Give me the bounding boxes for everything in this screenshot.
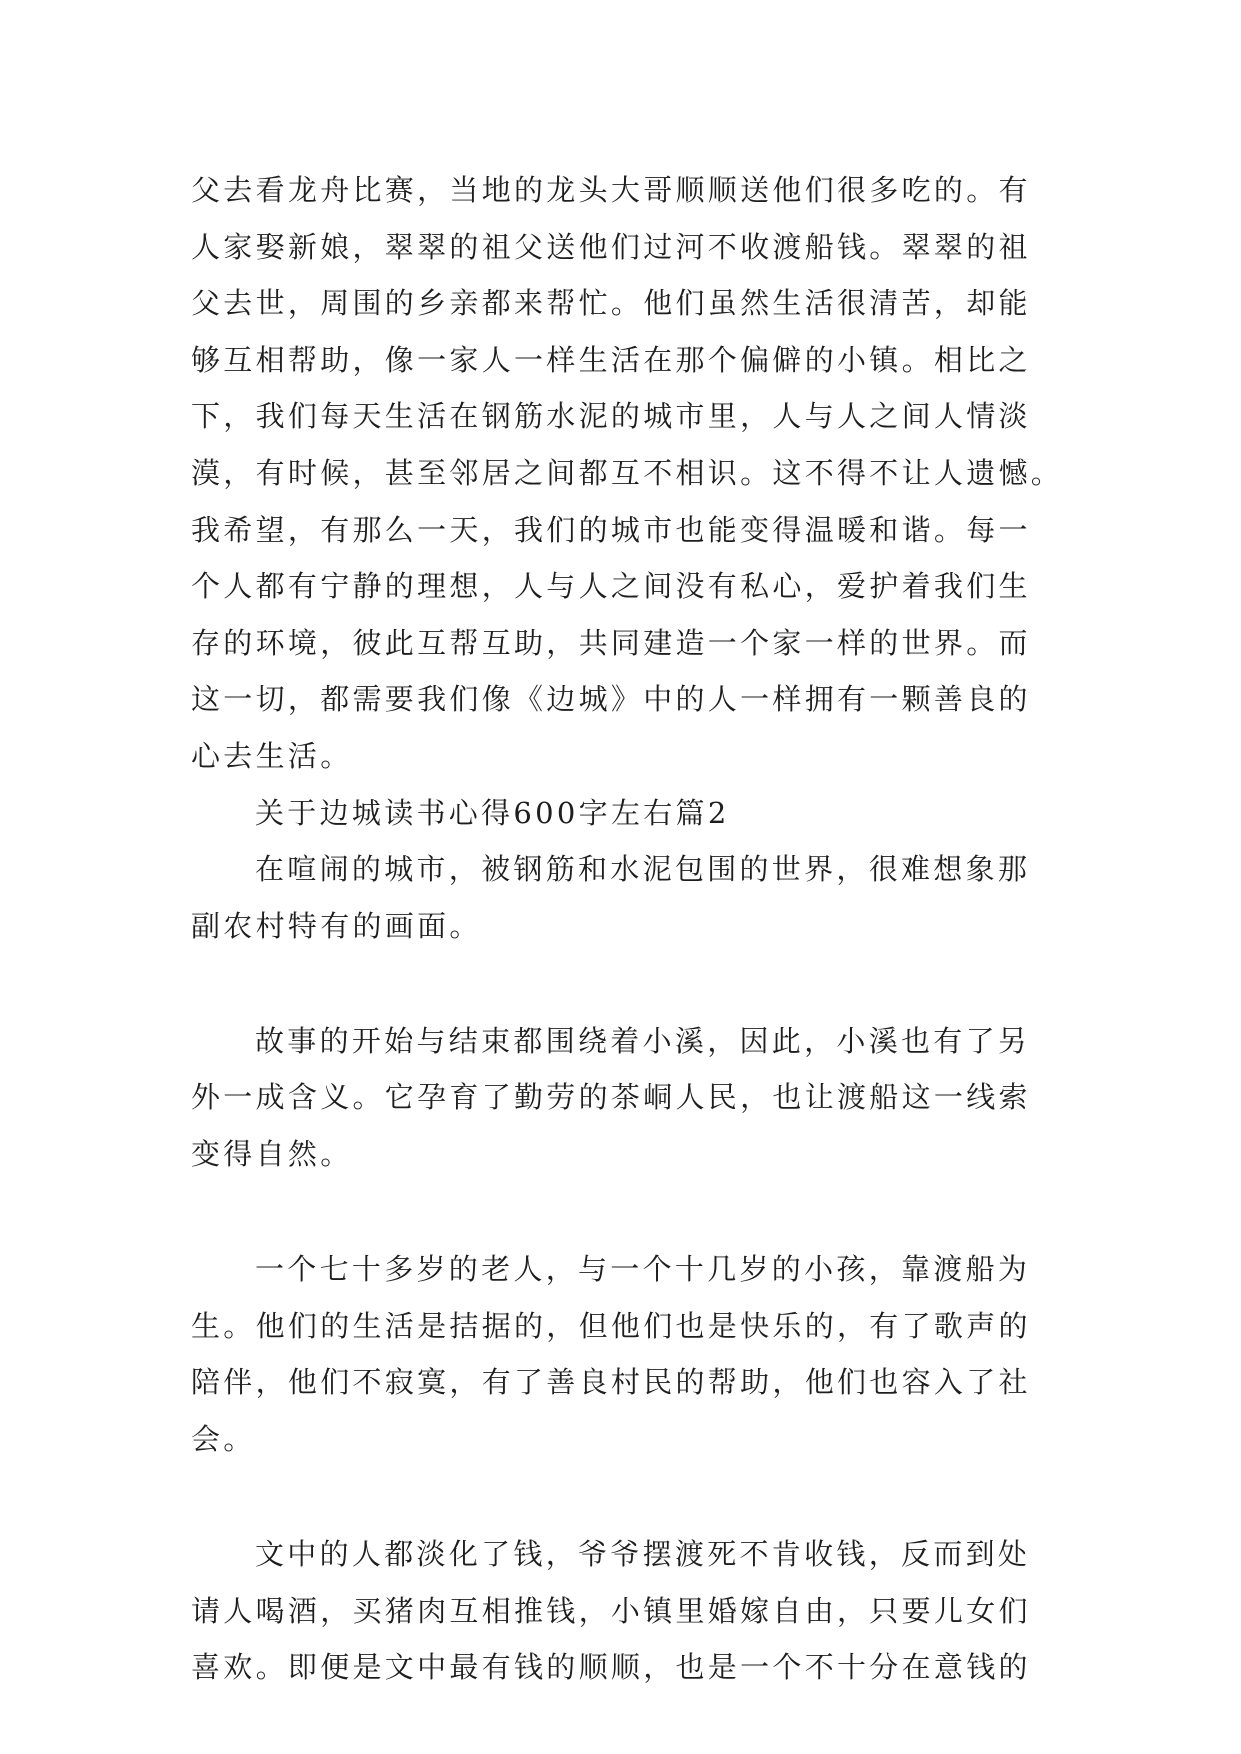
text-line: 够互相帮助，像一家人一样生活在那个偏僻的小镇。相比之	[191, 342, 1031, 377]
text-line: 父去世，周围的乡亲都来帮忙。他们虽然生活很清苦，却能	[191, 286, 1031, 321]
text-line: 文中的人都淡化了钱，爷爷摆渡死不肯收钱，反而到处	[255, 1536, 1031, 1571]
section-title: 关于边城读书心得600字左右篇2	[255, 795, 730, 830]
text-line: 变得自然。	[191, 1137, 353, 1171]
paragraph-spacer	[191, 954, 1053, 1013]
paragraph-spacer	[191, 1467, 1053, 1526]
text-line: 生。他们的生活是拮据的，但他们也是快乐的，有了歌声的	[191, 1308, 1031, 1343]
text-line: 副农村特有的画面。	[191, 908, 482, 943]
text-line: 父去看龙舟比赛，当地的龙头大哥顺顺送他们很多吃的。有	[191, 173, 1031, 207]
text-line: 人家娶新娘，翠翠的祖父送他们过河不收渡船钱。翠翠的祖	[191, 229, 1031, 264]
text-line: 在喧闹的城市，被钢筋和水泥包围的世界，很难想象那	[255, 852, 1031, 887]
text-line: 会。	[191, 1421, 256, 1456]
text-line: 这一切，都需要我们像《边城》中的人一样拥有一颗善良的	[191, 682, 1031, 717]
text-line: 下，我们每天生活在钢筋水泥的城市里，人与人之间人情淡	[191, 399, 1031, 434]
text-line: 我希望，有那么一天，我们的城市也能变得温暖和谐。每一	[191, 512, 1031, 547]
text-line: 个人都有宁静的理想，人与人之间没有私心，爱护着我们生	[191, 569, 1031, 604]
text-line: 心去生活。	[191, 738, 353, 773]
text-line: 外一成含义。它孕育了勤劳的茶峒人民，也让渡船这一线索	[191, 1080, 1031, 1115]
paragraph	[191, 1241, 1053, 1467]
text-line: 喜欢。即便是文中最有钱的顺顺，也是一个不十分在意钱的	[191, 1650, 1031, 1685]
paragraph	[191, 1526, 1053, 1696]
text-line: 请人喝酒，买猪肉互相推钱，小镇里婚嫁自由，只要儿女们	[191, 1593, 1031, 1628]
text-line: 陪伴，他们不寂寞，有了善良村民的帮助，他们也容入了社	[191, 1365, 1031, 1400]
text-line: 一个七十多岁的老人，与一个十几岁的小孩，靠渡船为	[255, 1252, 1031, 1287]
text-line: 漠，有时候，甚至邻居之间都互不相识。这不得不让人遗憾。	[191, 455, 1064, 490]
paragraph	[191, 841, 1053, 954]
document-body	[191, 162, 1064, 1696]
paragraph-spacer	[191, 1183, 1053, 1242]
text-line: 故事的开始与结束都围绕着小溪，因此，小溪也有了另	[255, 1023, 1031, 1058]
paragraph-continued	[191, 162, 1064, 785]
paragraph	[191, 1013, 1053, 1183]
text-line: 存的环境，彼此互帮互助，共同建造一个家一样的世界。而	[191, 625, 1031, 660]
